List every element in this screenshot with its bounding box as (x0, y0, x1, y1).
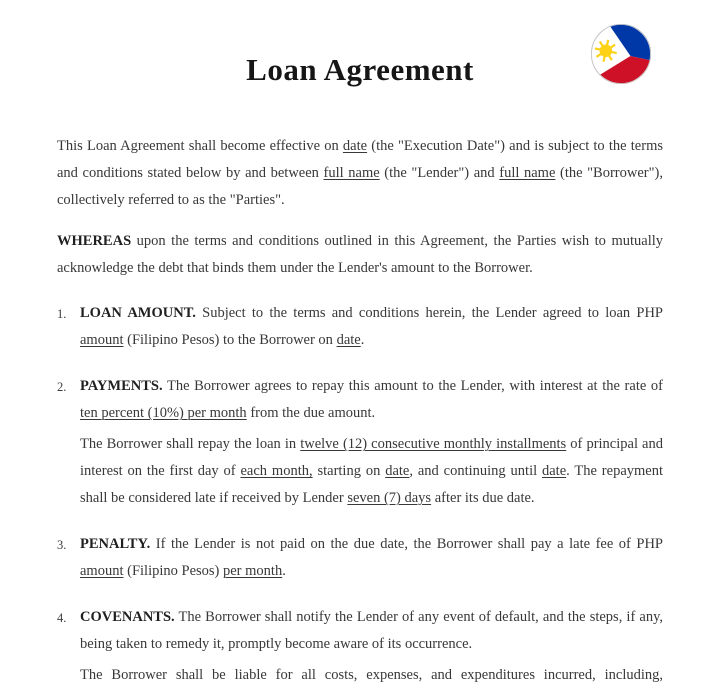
text-run: The Borrower agrees to repay this amount to the Lender, with interest at the rate of (162, 378, 663, 394)
text-run: (the "Borrower"), collectively referred to as the "Parties". (57, 165, 663, 208)
clauses-list (57, 300, 663, 689)
clause-heading: WHEREAS (57, 233, 132, 249)
philippines-flag-icon (590, 23, 652, 85)
text-run: starting on (312, 463, 386, 479)
text-run: The Borrower shall be liable for all costs, expenses, and expenditures incurred, including, (80, 667, 663, 683)
clause-paragraph (80, 604, 663, 658)
text-run: (Filipino Pesos) (123, 563, 223, 579)
clause-heading: LOAN AMOUNT. (80, 305, 196, 321)
whereas-paragraph (57, 228, 663, 282)
placeholder-field: amount (80, 563, 124, 579)
clause-item-4 (57, 604, 663, 689)
placeholder-field: seven (7) days (347, 490, 432, 506)
clause-heading: PAYMENTS. (80, 378, 163, 394)
placeholder-field: per month (223, 563, 283, 579)
clause-body (80, 604, 663, 689)
text-run: (the "Lender") and (379, 165, 500, 181)
text-run: . The repayment shall be considered late if received by Lender (80, 463, 663, 506)
text-run: The Borrower shall repay the loan in (80, 436, 301, 452)
clause-number: 1. (57, 307, 67, 321)
text-run: Subject to the terms and conditions herein, the Lender agreed to loan PHP (195, 305, 663, 321)
document-title: Loan Agreement (246, 52, 474, 87)
clause-number: 3. (57, 538, 67, 552)
text-run: The Borrower shall notify the Lender of any event of default, and the steps, if any, being taken to remedy it, promptly become aware of its occurrence. (80, 609, 663, 652)
text-run: upon the terms and conditions outlined in this Agreement, the Parties wish to mutually acknowledge the debt that binds them under the Lender's amount to the Borrower. (57, 233, 663, 276)
placeholder-field: ten percent (10%) per month (80, 405, 247, 421)
clause-paragraph (80, 300, 663, 354)
intro-paragraph (57, 133, 663, 214)
clause-heading: COVENANTS. (80, 609, 175, 625)
text-run: This Loan Agreement shall become effective on (57, 138, 343, 154)
clause-item-2 (57, 373, 663, 512)
placeholder-field: full name (499, 165, 556, 181)
text-run: from the due amount. (246, 405, 376, 421)
placeholder-field: date (542, 463, 567, 479)
placeholder-field: date (336, 332, 361, 348)
clause-number: 4. (57, 611, 67, 625)
clause-paragraph (80, 431, 663, 512)
placeholder-field: amount (80, 332, 124, 348)
text-run: after its due date. (431, 490, 535, 506)
placeholder-field: each month, (240, 463, 313, 479)
clause-heading: PENALTY. (80, 536, 151, 552)
clause-item-1 (57, 300, 663, 354)
clause-body (80, 300, 663, 354)
clause-paragraph (80, 373, 663, 427)
text-run: , and continuing until (409, 463, 542, 479)
placeholder-field: date (385, 463, 410, 479)
clause-paragraph (80, 662, 663, 689)
placeholder-field: date (342, 138, 368, 154)
placeholder-field: twelve (12) consecutive monthly installments (300, 436, 567, 452)
clause-paragraph (80, 531, 663, 585)
text-run: If the Lender is not paid on the due date, the Borrower shall pay a late fee of PHP (150, 536, 663, 552)
text-run: . (282, 563, 286, 579)
placeholder-field: full name (323, 165, 380, 181)
clause-number: 2. (57, 380, 67, 394)
text-run: . (360, 332, 365, 348)
clause-item-3 (57, 531, 663, 585)
clause-body (80, 373, 663, 512)
text-run: (the "Execution Date") and is subject to the terms and conditions stated below by and between (57, 138, 663, 181)
clause-body (80, 531, 663, 585)
text-run: of principal and interest on the first day of (80, 436, 663, 479)
text-run: (Filipino Pesos) to the Borrower on (123, 332, 337, 348)
